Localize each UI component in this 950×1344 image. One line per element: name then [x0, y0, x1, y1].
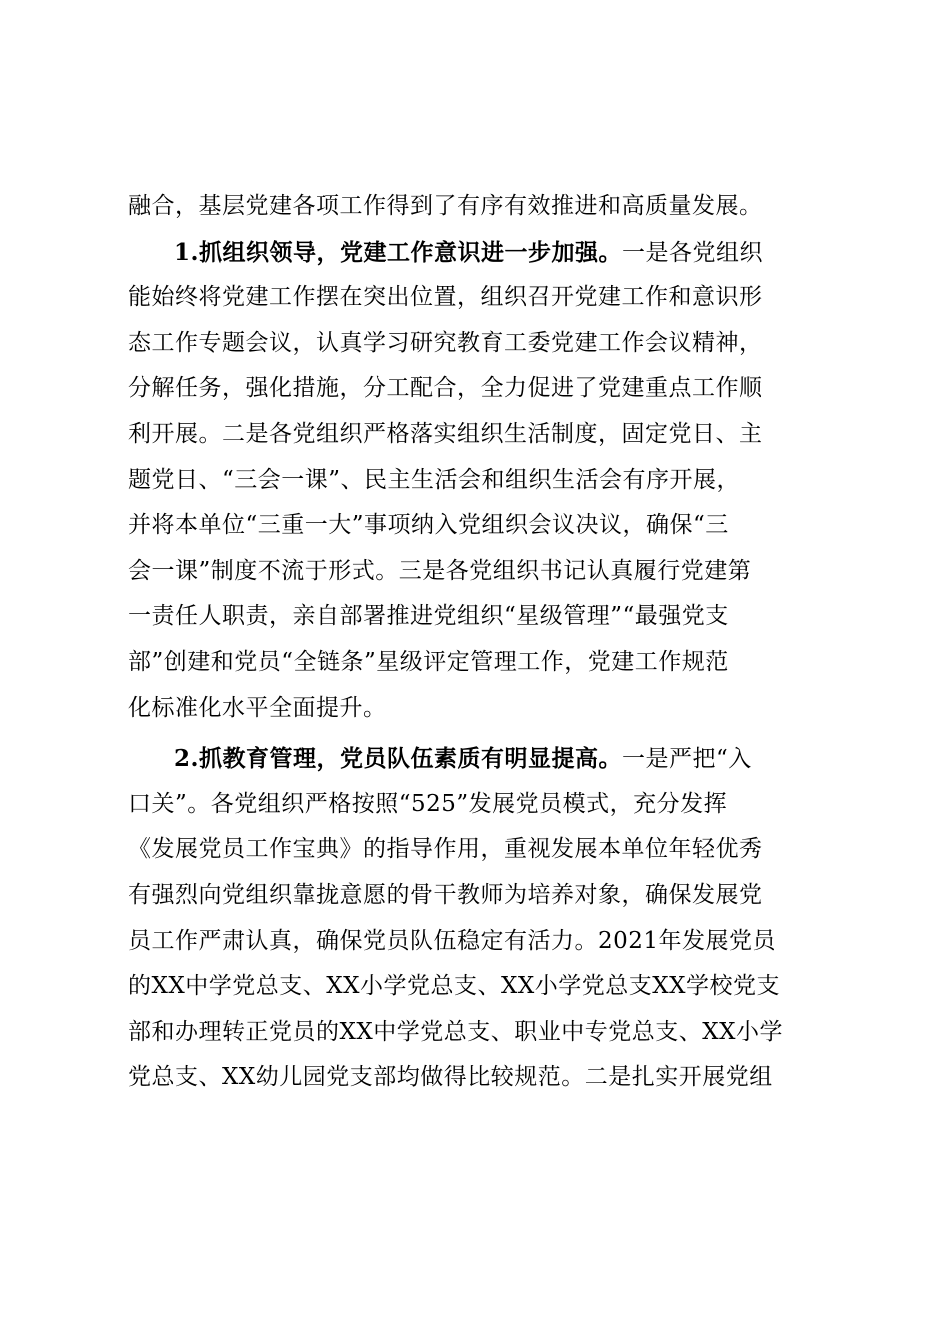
section-heading: 1.抓组织领导，党建工作意识进一步加强。	[174, 238, 623, 266]
section-heading: 2.抓教育管理，党员队伍素质有明显提高。	[174, 745, 623, 773]
paragraph-line: 会一课”制度不流于形式。三是各党组织书记认真履行党建第	[128, 557, 752, 584]
paragraph-first-line	[128, 736, 828, 782]
paragraph-line: 分解任务，强化措施，分工配合，全力促进了党建重点工作顺	[128, 375, 763, 402]
paragraph-line: 题党日、“三会一课”、民主生活会和组织生活会有序开展，	[128, 466, 741, 493]
paragraph-line: 员工作严肃认真，确保党员队伍稳定有活力。2021年发展党员	[128, 927, 777, 954]
paragraph-line: 化标准化水平全面提升。	[128, 694, 387, 721]
paragraph-text: 一是严把“入	[622, 746, 752, 773]
paragraph-text: 一是各党组织	[622, 239, 764, 266]
paragraph-line: 有强烈向党组织靠拢意愿的骨干教师为培养对象，确保发展党	[128, 881, 763, 908]
paragraph-line: 利开展。二是各党组织严格落实组织生活制度，固定党日、主	[128, 420, 763, 447]
document-body	[128, 184, 828, 1101]
paragraph-line: 并将本单位“三重一大”事项纳入党组织会议决议，确保“三	[128, 512, 729, 539]
paragraph-line: 能始终将党建工作摆在突出位置，组织召开党建工作和意识形	[128, 284, 763, 311]
paragraph-line: 一责任人职责，亲自部署推进党组织“星级管理”“最强党支	[128, 603, 729, 630]
paragraph-line: 态工作专题会议，认真学习研究教育工委党建工作会议精神，	[128, 329, 763, 356]
paragraph-first-line	[128, 230, 828, 276]
paragraph-line: 部”创建和党员“全链条”星级评定管理工作，党建工作规范	[128, 648, 729, 675]
paragraph-line: 融合，基层党建各项工作得到了有序有效推进和高质量发展。	[128, 193, 763, 219]
paragraph-line: 部和办理转正党员的XX中学党总支、职业中专党总支、XX小学	[128, 1018, 783, 1045]
paragraph-line: 党总支、XX幼儿园党支部均做得比较规范。二是扎实开展党组	[128, 1064, 773, 1091]
paragraph-line: 的XX中学党总支、XX小学党总支、XX小学党总支XX学校党支	[128, 973, 780, 1000]
paragraph-line: 口关”。各党组织严格按照“525”发展党员模式，充分发挥	[128, 790, 728, 817]
paragraph-line: 《发展党员工作宝典》的指导作用，重视发展本单位年轻优秀	[128, 836, 763, 863]
